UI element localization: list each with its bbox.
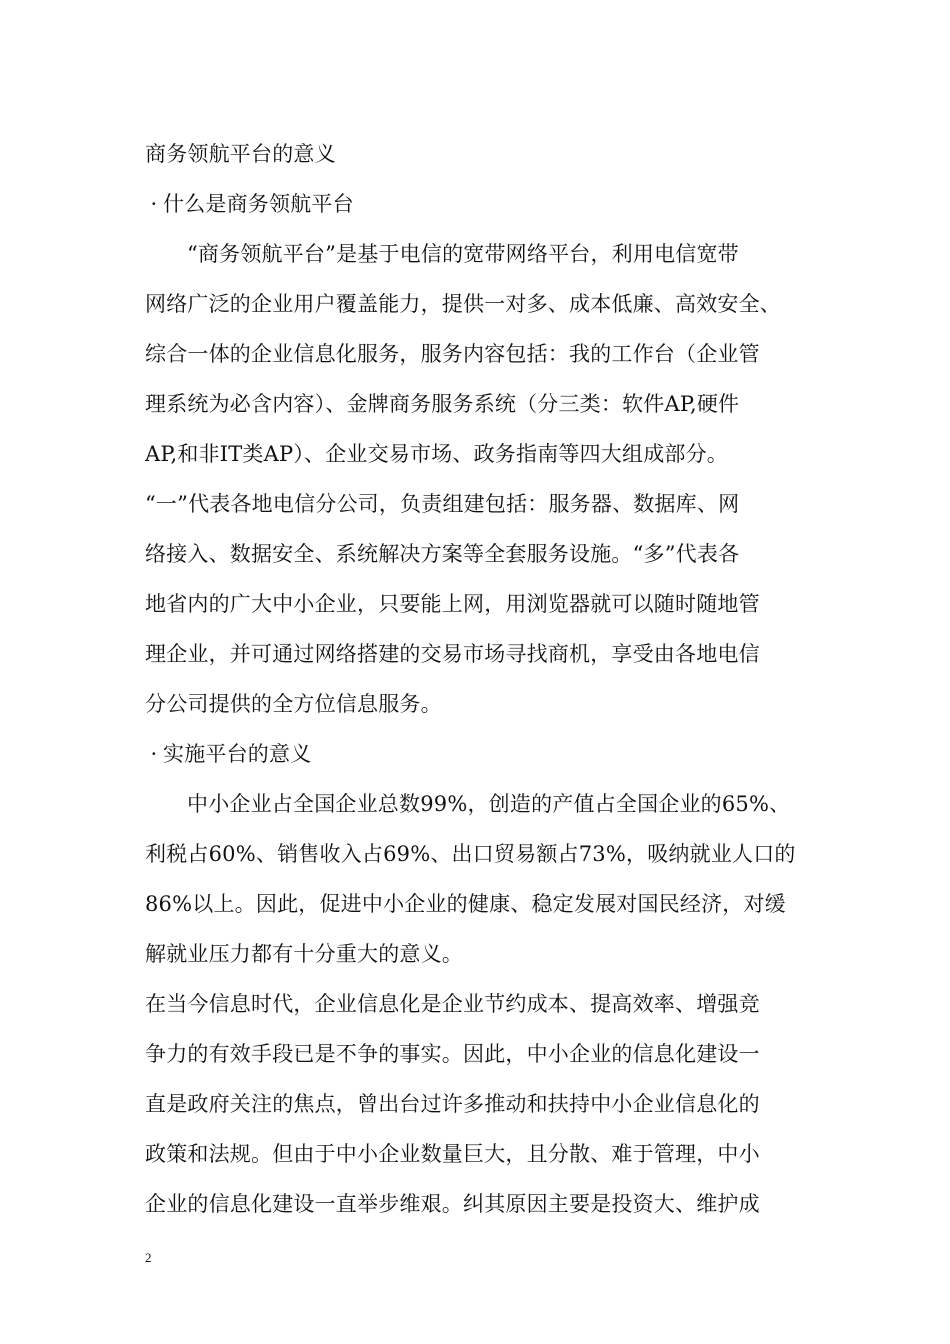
bullet-icon: ·: [150, 192, 158, 216]
paragraph-line: 分公司提供的全方位信息服务。: [145, 692, 442, 716]
paragraph-line: 理企业，并可通过网络搭建的交易市场寻找商机，享受由各地电信: [145, 642, 760, 666]
paragraph-line: 解就业压力都有十分重大的意义。: [145, 942, 463, 966]
paragraph-line: 直是政府关注的焦点，曾出台过许多推动和扶持中小企业信息化的: [145, 1092, 760, 1116]
paragraph-line: 在当今信息时代，企业信息化是企业节约成本、提高效率、增强竞: [145, 992, 760, 1016]
paragraph-line: 中小企业占全国企业总数99%，创造的产值占全国企业的65%、: [187, 792, 791, 816]
paragraph-line: “一”代表各地电信分公司，负责组建包括：服务器、数据库、网: [145, 492, 740, 516]
document-heading: 商务领航平台的意义: [145, 142, 336, 166]
paragraph-line: 网络广泛的企业用户覆盖能力，提供一对多、成本低廉、高效安全、: [145, 292, 781, 316]
paragraph-line: 络接入、数据安全、系统解决方案等全套服务设施。“多”代表各: [145, 542, 740, 566]
paragraph-line: 理系统为必含内容）、金牌商务服务系统（分三类：软件AP,硬件: [145, 392, 740, 416]
paragraph-line: 企业的信息化建设一直举步维艰。纠其原因主要是投资大、维护成: [145, 1192, 760, 1216]
paragraph-line: 争力的有效手段已是不争的事实。因此，中小企业的信息化建设一: [145, 1042, 760, 1066]
paragraph-line: 综合一体的企业信息化服务，服务内容包括：我的工作台（企业管: [145, 342, 760, 366]
paragraph-line: AP,和非IT类AP）、企业交易市场、政务指南等四大组成部分。: [145, 442, 729, 466]
paragraph-line: 政策和法规。但由于中小企业数量巨大，且分散、难于管理，中小: [145, 1142, 760, 1166]
paragraph-line: 地省内的广大中小企业，只要能上网，用浏览器就可以随时随地管: [145, 592, 760, 616]
document-body: [145, 129, 825, 1229]
paragraph-line: 利税占60%、销售收入占69%、出口贸易额占73%，吸纳就业人口的: [145, 842, 796, 866]
bullet-icon: ·: [150, 742, 158, 766]
paragraph-line: “商务领航平台”是基于电信的宽带网络平台，利用电信宽带: [187, 242, 739, 266]
section-heading-what-is-platform: [145, 179, 825, 229]
section-heading-significance: [145, 729, 825, 779]
section-title: 什么是商务领航平台: [163, 192, 354, 216]
section-title: 实施平台的意义: [163, 742, 312, 766]
page-number: 2: [145, 1250, 152, 1265]
paragraph-line: 86%以上。因此，促进中小企业的健康、稳定发展对国民经济，对缓: [145, 892, 786, 916]
